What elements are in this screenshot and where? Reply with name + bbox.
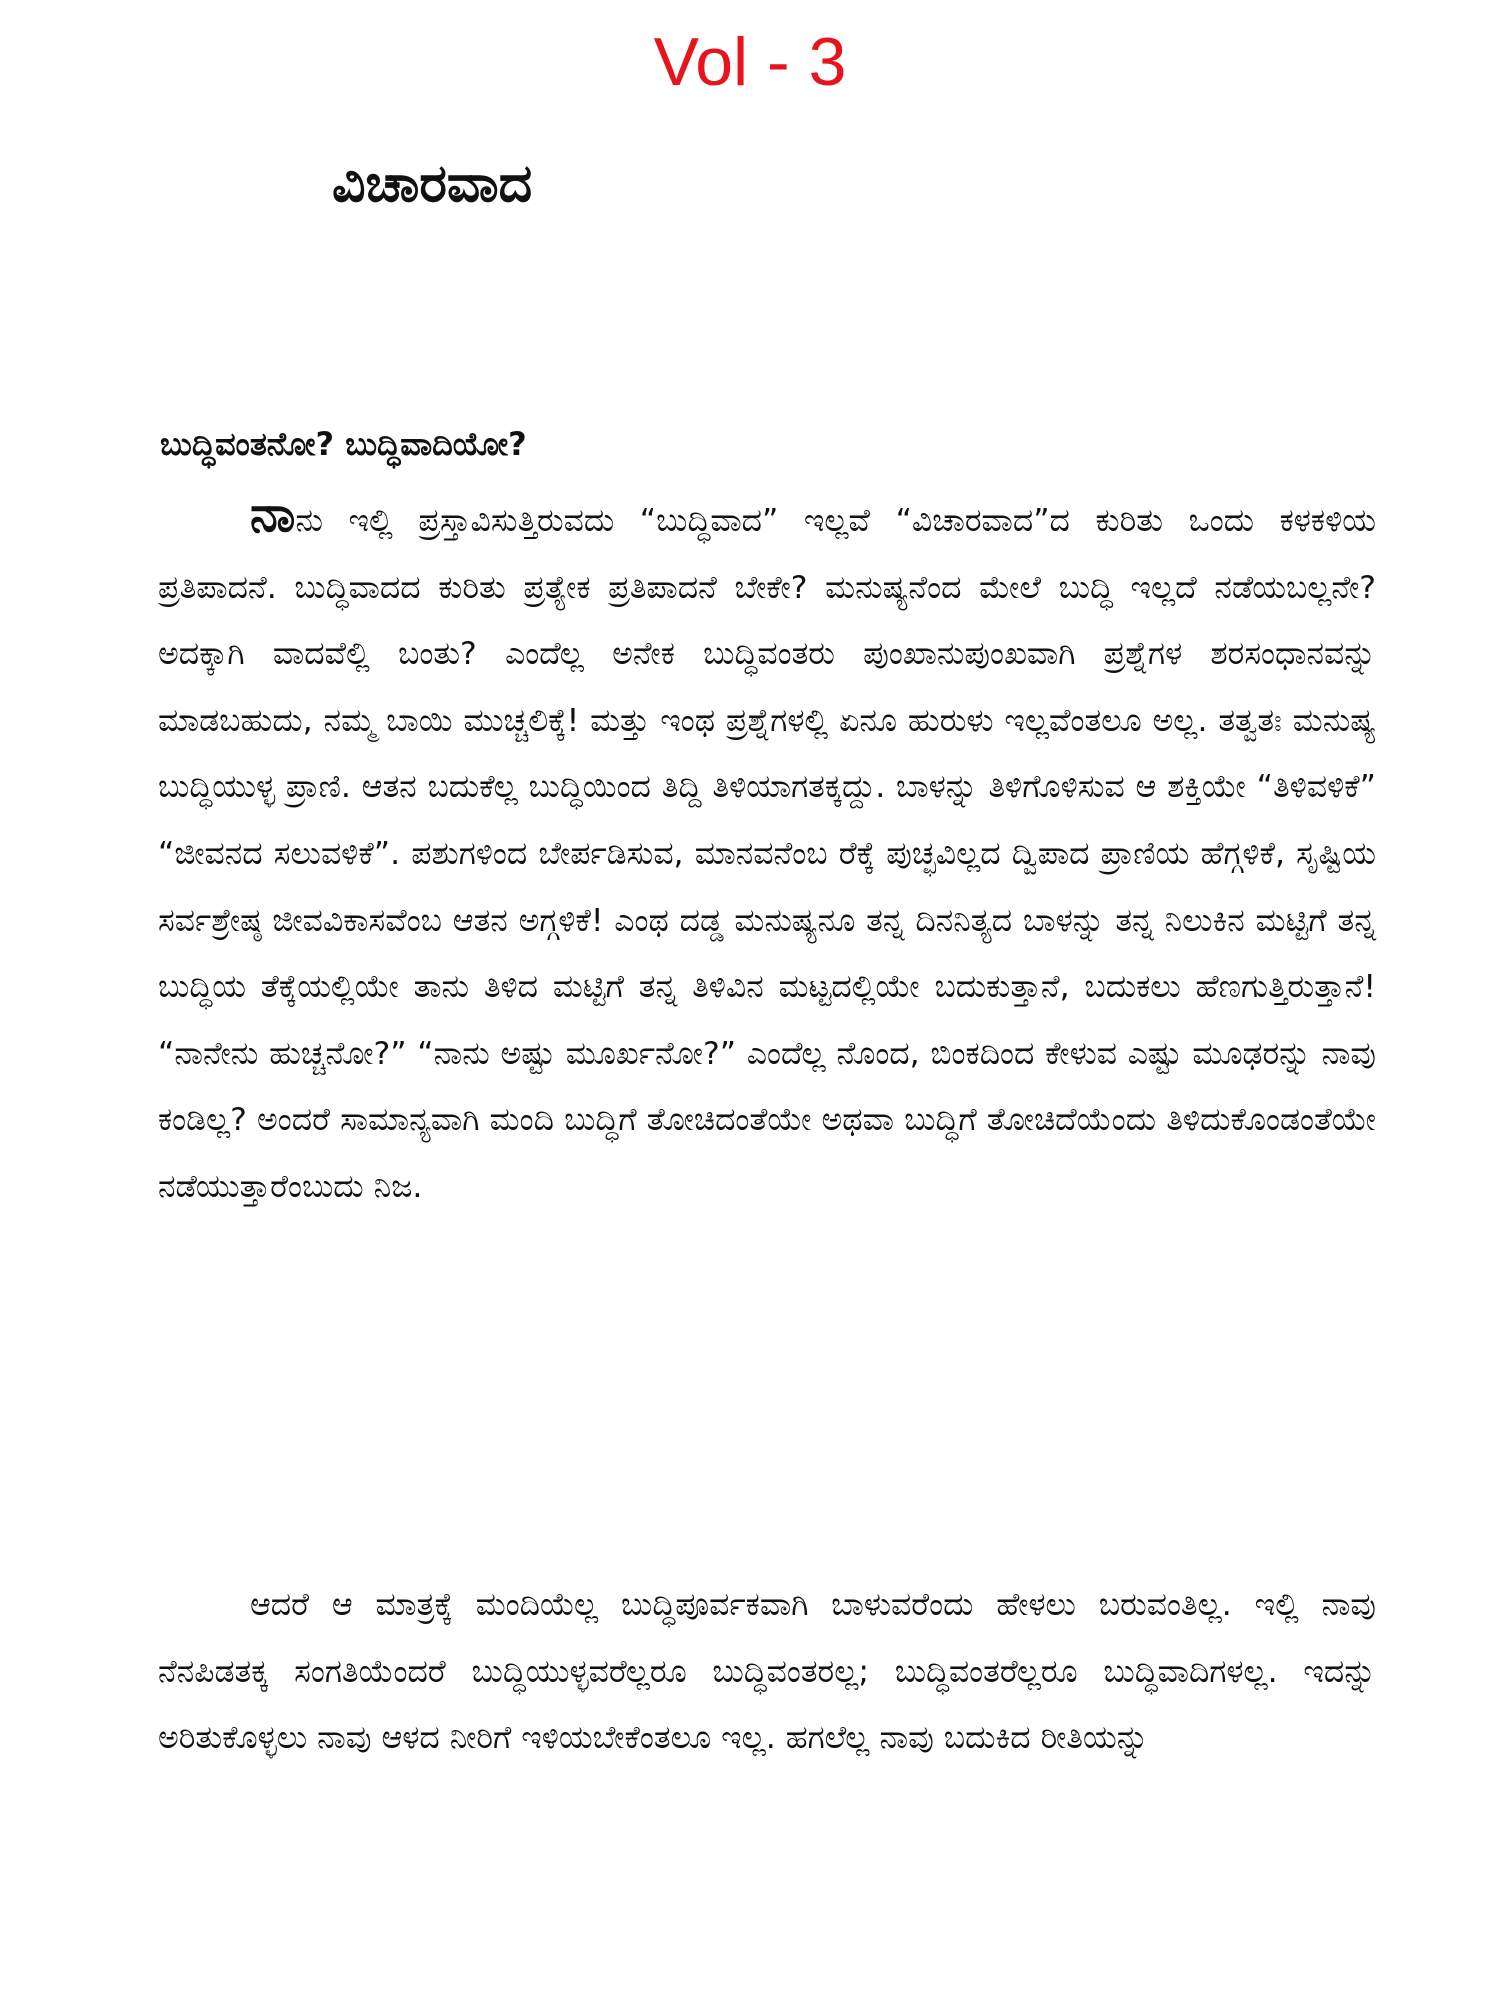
body-paragraph-2: [158, 1572, 1376, 1772]
chapter-title: ವಿಚಾರವಾದ: [332, 154, 533, 214]
paragraph-1-text: ನು ಇಲ್ಲಿ ಪ್ರಸ್ತಾವಿಸುತ್ತಿರುವದು “ಬುದ್ಧಿವಾದ” ಇಲ್ಲವೆ “ವಿಚಾರವಾದ”ದ ಕುರಿತು ಒಂದು ಕಳಕಳಿಯ ಪ್ರತಿಪಾದನೆ. ಬುದ್ಧಿವಾದದ ಕುರಿತು ಪ್ರತ್ಯೇಕ ಪ್ರತಿಪಾದನೆ ಬೇಕೇ? ಮನುಷ್ಯನೆಂದ ಮೇಲೆ ಬುದ್ಧಿ ಇಲ್ಲದೆ ನಡೆಯಬಲ್ಲನೇ? ಅದಕ್ಕಾಗಿ ವಾದವೆಲ್ಲಿ ಬಂತು? ಎಂದೆಲ್ಲ ಅನೇಕ ಬುದ್ಧಿವಂತರು ಪುಂಖಾನುಪುಂಖವಾಗಿ ಪ್ರಶ್ನೆಗಳ ಶರಸಂಧಾನವನ್ನು ಮಾಡಬಹುದು, ನಮ್ಮ ಬಾಯಿ ಮುಚ್ಚಲಿಕ್ಕೆ! ಮತ್ತು ಇಂಥ ಪ್ರಶ್ನೆಗಳಲ್ಲಿ ಏನೂ ಹುರುಳು ಇಲ್ಲವೆಂತಲೂ ಅಲ್ಲ. ತತ್ವತಃ ಮನುಷ್ಯ ಬುದ್ಧಿಯುಳ್ಳ ಪ್ರಾಣಿ. ಆತನ ಬದುಕೆಲ್ಲ ಬುದ್ಧಿಯಿಂದ ತಿದ್ದಿ ತಿಳಿಯಾಗತಕ್ಕದ್ದು. ಬಾಳನ್ನು ತಿಳಿಗೊಳಿಸುವ ಆ ಶಕ್ತಿಯೇ “ತಿಳಿವಳಿಕೆ” “ಜೀವನದ ಸಲುವಳಿಕೆ”. ಪಶುಗಳಿಂದ ಬೇರ್ಪಡಿಸುವ, ಮಾನವನೆಂಬ ರೆಕ್ಕೆ ಪುಚ್ಛವಿಲ್ಲದ ದ್ವಿಪಾದ ಪ್ರಾಣಿಯ ಹೆಗ್ಗಳಿಕೆ, ಸೃಷ್ಟಿಯ ಸರ್ವಶ್ರೇಷ್ಠ ಜೀವವಿಕಾಸವೆಂಬ ಆತನ ಅಗ್ಗಳಿಕೆ! ಎಂಥ ದಡ್ಡ ಮನುಷ್ಯನೂ ತನ್ನ ದಿನನಿತ್ಯದ ಬಾಳನ್ನು ತನ್ನ ನಿಲುಕಿನ ಮಟ್ಟಿಗೆ ತನ್ನ ಬುದ್ಧಿಯ ತೆಕ್ಕೆಯಲ್ಲಿಯೇ ತಾನು ತಿಳಿದ ಮಟ್ಟಿಗೆ ತನ್ನ ತಿಳಿವಿನ ಮಟ್ಟದಲ್ಲಿಯೇ ಬದುಕುತ್ತಾನೆ, ಬದುಕಲು ಹೆಣಗುತ್ತಿರುತ್ತಾನೆ! “ನಾನೇನು ಹುಚ್ಚನೋ?” “ನಾನು ಅಷ್ಟು ಮೂರ್ಖನೋ?” ಎಂದೆಲ್ಲ ನೊಂದ, ಬಿಂಕದಿಂದ ಕೇಳುವ ಎಷ್ಟು ಮೂಢರನ್ನು ನಾವು ಕಂಡಿಲ್ಲ? ಅಂದರೆ ಸಾಮಾನ್ಯವಾಗಿ ಮಂದಿ ಬುದ್ಧಿಗೆ ತೋಚಿದಂತೆಯೇ ಅಥವಾ ಬುದ್ಧಿಗೆ ತೋಚಿದೆಯೆಂದು ತಿಳಿದುಕೊಂಡಂತೆಯೇ ನಡೆಯುತ್ತಾರೆಂಬುದು ನಿಜ.: [158, 503, 1376, 1205]
paragraph-2-text: ಆದರೆ ಆ ಮಾತ್ರಕ್ಕೆ ಮಂದಿಯೆಲ್ಲ ಬುದ್ಧಿಪೂರ್ವಕವಾಗಿ ಬಾಳುವರೆಂದು ಹೇಳಲು ಬರುವಂತಿಲ್ಲ. ಇಲ್ಲಿ ನಾವು ನೆನಪಿಡತಕ್ಕ ಸಂಗತಿಯೆಂದರೆ ಬುದ್ಧಿಯುಳ್ಳವರೆಲ್ಲರೂ ಬುದ್ಧಿವಂತರಲ್ಲ; ಬುದ್ಧಿವಂತರೆಲ್ಲರೂ ಬುದ್ಧಿವಾದಿಗಳಲ್ಲ. ಇದನ್ನು ಅರಿತುಕೊಳ್ಳಲು ನಾವು ಆಳದ ನೀರಿಗೆ ಇಳಿಯಬೇಕೆಂತಲೂ ಇಲ್ಲ. ಹಗಲೆಲ್ಲ ನಾವು ಬದುಕಿದ ರೀತಿಯನ್ನು: [158, 1587, 1376, 1757]
body-paragraph-1: [158, 485, 1376, 1221]
paragraph-dropcap: ನಾ: [250, 485, 296, 543]
section-heading: ಬುದ್ಧಿವಂತನೋ? ಬುದ್ಧಿವಾದಿಯೋ?: [160, 425, 527, 463]
volume-label: Vol - 3: [653, 24, 847, 100]
